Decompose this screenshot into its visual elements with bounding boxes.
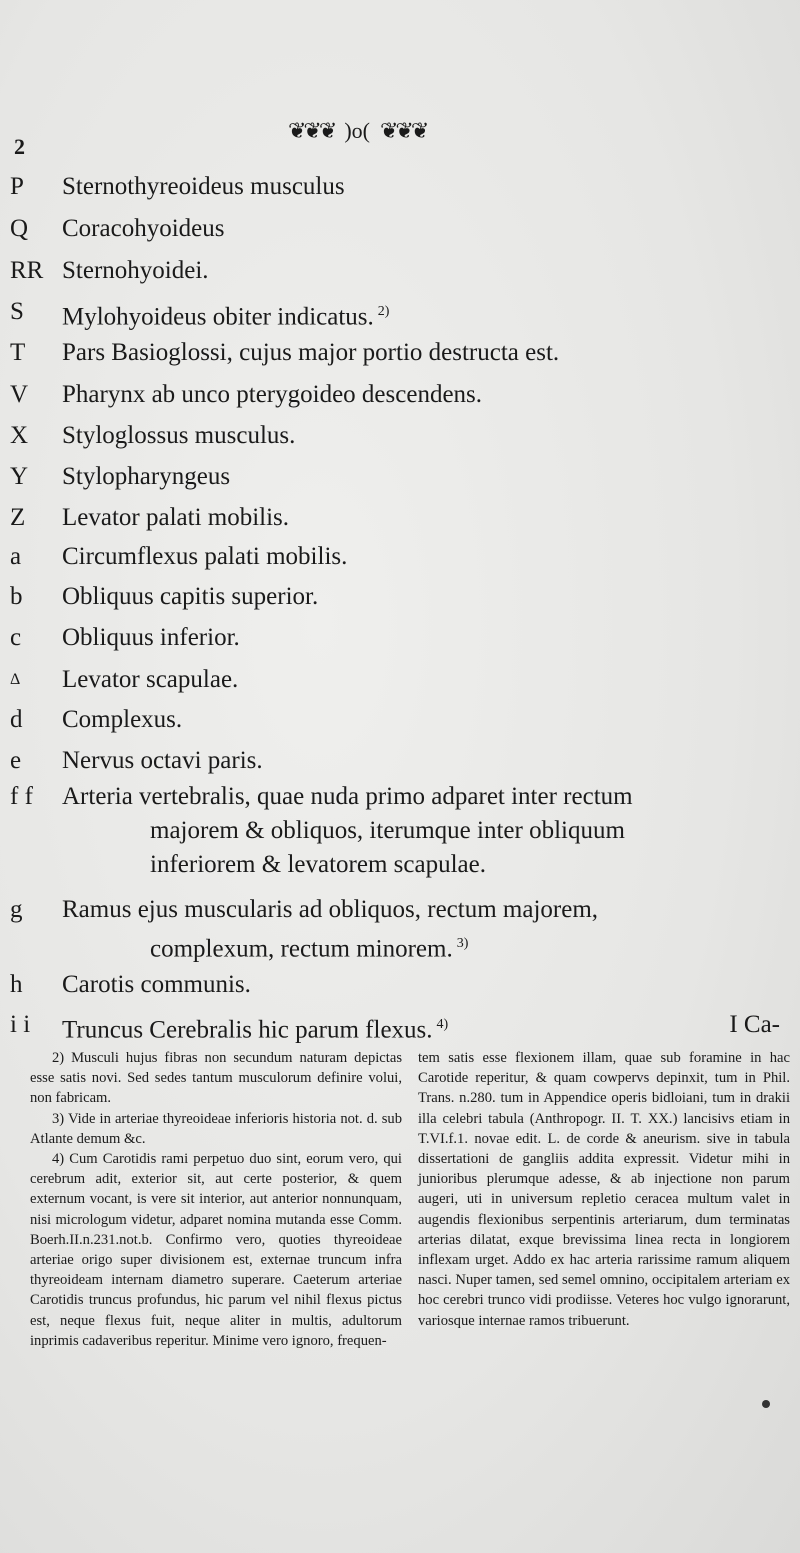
footnote-marker: 4) bbox=[436, 1017, 449, 1032]
legend-key: Z bbox=[10, 504, 26, 531]
header-ornament bbox=[288, 118, 426, 144]
legend-text-continuation: inferiorem & levatorem scapulae. bbox=[150, 851, 486, 878]
legend-key: c bbox=[10, 624, 22, 651]
legend-text: Obliquus capitis superior. bbox=[62, 583, 319, 610]
legend-text: Pars Basioglossi, cujus major portio destructa est. bbox=[62, 339, 560, 366]
legend-text: Ramus ejus muscularis ad obliquos, rectum majorem, bbox=[62, 896, 599, 923]
legend-text: Stylopharyngeus bbox=[62, 463, 231, 490]
footnote-continuation: tem satis esse flexionem illam, quae sub foramine in hac Carotide reperitur, & quam cowpervs depinxit, tum in Phil. Trans. n.280. tum in Appendice operis bidloiani, tum in drakii illa celebri tabula (Anthropogr. II. T. XX.) lancisivs etiam in T.VI.f.1. novae edit. L. de corde & aneurism. sive in tabula dissertationi de gangliis addita expressit. Videtur mihi in junioribus plerumque adesse, & ab injectione non parum augeri, uti in universum repletio ceracea multum valet in augendis flexionibus serpentinis arteriarum, dum terminatas arterias dilatat, exque brevissima linea recta in longiorem inflexam urget. Addo ex hac arteria rarissime ramum aliquem nasci. Nuper tamen, sed semel omnino, occipitalem arteriam ex hoc cerebri trunco vidi prodiisse. Veteres hoc vulgo ignorarunt, variosque internae ramos tribuerunt. bbox=[418, 1050, 790, 1329]
footnotes-right-column bbox=[418, 1048, 790, 1351]
legend-text: Styloglossus musculus. bbox=[62, 422, 296, 449]
legend-text: Obliquus inferior. bbox=[62, 624, 240, 651]
legend-text-wrap bbox=[62, 295, 389, 334]
legend-text-continuation: complexum, rectum minorem. bbox=[150, 935, 453, 963]
footnote: 2) Musculi hujus fibras non secundum naturam depictas esse satis novi. Sed sedes tantum musculorum definire volui, non fabricam. bbox=[30, 1050, 402, 1107]
legend-text: Arteria vertebralis, quae nuda primo adparet inter rectum bbox=[62, 783, 633, 810]
legend-text: Sternothyreoideus musculus bbox=[62, 173, 345, 200]
legend-key: f f bbox=[10, 783, 33, 810]
legend-text: Levator scapulae. bbox=[62, 666, 239, 693]
catchword: I Ca- bbox=[729, 1011, 780, 1038]
footnotes-left-column bbox=[30, 1048, 402, 1351]
page-number: 2 bbox=[14, 134, 25, 159]
legend-key: S bbox=[10, 298, 24, 325]
legend-key: i i bbox=[10, 1011, 31, 1038]
legend-key: Y bbox=[10, 463, 29, 490]
footnote: 3) Vide in arteriae thyreoideae inferioris historia not. d. sub Atlante demum &c. bbox=[30, 1110, 402, 1147]
legend-text: Pharynx ab unco pterygoideo descendens. bbox=[62, 381, 483, 408]
legend-text: Truncus Cerebralis hic parum flexus. bbox=[62, 1016, 433, 1044]
legend-key: b bbox=[10, 583, 23, 610]
page-header bbox=[8, 112, 788, 159]
legend-text: Carotis communis. bbox=[62, 971, 251, 998]
legend-key: RR bbox=[10, 257, 44, 284]
footnote: 4) Cum Carotidis rami perpetuo duo sint, eorum vero, qui cerebrum adit, exterior sit, aut certe posterior, & quem externum vocant, is vere sit interior, aut anterior nonnunquam, nisi micrologum videtur, adparet nomina mutanda esse Comm. Boerh.II.n.231.not.b. Confirmo vero, quoties thyreoideae arteriae origo super divisionem est, externae truncum infra thyreoideam internam diametro superare. Caeterum arteriae Carotidis truncus profundus, hic parum vel nihil flexus pictus est, neque flexus fuit, neque aliter in multis, adultorum inprimis cadaveribus reperitur. Minime vero ignoro, frequen- bbox=[30, 1151, 402, 1349]
ink-spot bbox=[762, 1400, 770, 1408]
ornament-mark: )o( bbox=[344, 118, 370, 143]
legend-key: Q bbox=[10, 215, 29, 242]
fleuron-right-icon: ❦❦❦ bbox=[379, 118, 427, 143]
legend-key: Δ bbox=[10, 671, 21, 688]
legend-text: Circumflexus palati mobilis. bbox=[62, 543, 348, 570]
legend-text: Levator palati mobilis. bbox=[62, 504, 290, 531]
legend-key: V bbox=[10, 381, 29, 408]
legend-text: Nervus octavi paris. bbox=[62, 747, 263, 774]
legend-text: Coracohyoideus bbox=[62, 215, 225, 242]
legend-key: e bbox=[10, 747, 22, 774]
legend-key: h bbox=[10, 971, 23, 998]
fleuron-left-icon: ❦❦❦ bbox=[288, 118, 335, 143]
footnote-marker: 3) bbox=[456, 936, 469, 951]
footnote-marker: 2) bbox=[377, 304, 390, 319]
legend-text-wrap bbox=[62, 1008, 448, 1047]
legend-text-continuation-wrap bbox=[150, 927, 468, 966]
legend-text: Sternohyoidei. bbox=[62, 257, 209, 284]
legend-key: a bbox=[10, 543, 22, 570]
legend-key: d bbox=[10, 706, 23, 733]
legend-text: Mylohyoideus obiter indicatus. bbox=[62, 303, 374, 331]
footnotes bbox=[30, 1048, 790, 1351]
legend-text: Complexus. bbox=[62, 706, 183, 733]
legend-text-continuation: majorem & obliquos, iterumque inter obliquum bbox=[150, 817, 625, 844]
legend-key: g bbox=[10, 896, 23, 923]
legend-key: P bbox=[10, 173, 24, 200]
legend-key: T bbox=[10, 339, 26, 366]
legend-key: X bbox=[10, 422, 29, 449]
